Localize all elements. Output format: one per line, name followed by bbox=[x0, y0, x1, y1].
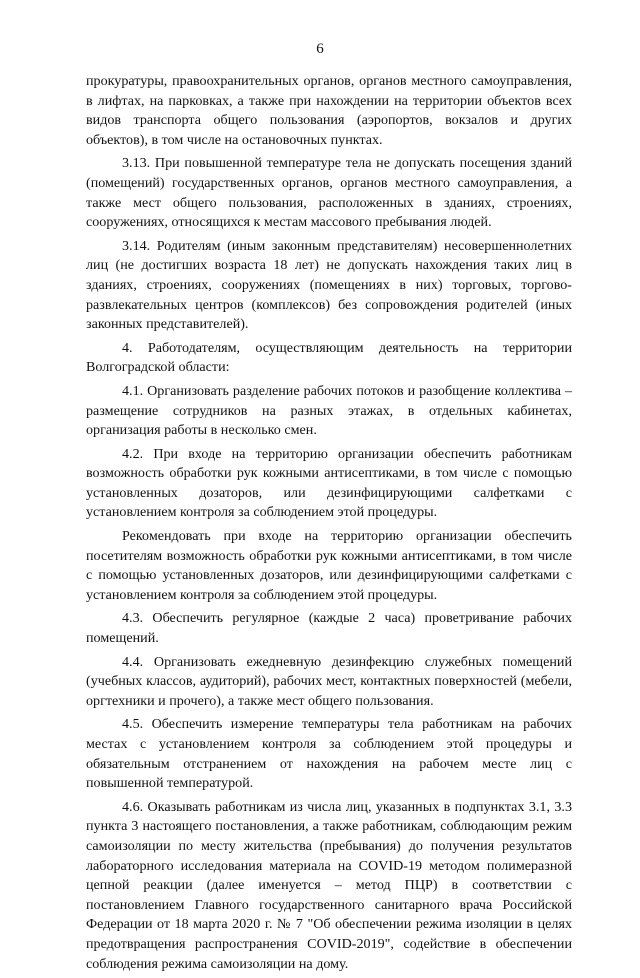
paragraph-4-5: 4.5. Обеспечить измерение температуры тела работникам на рабочих местах с установлением контроля за соблюдением этой процедуры и обязательным отстранением от нахождения на рабочем месте лиц с повышенной температурой. bbox=[86, 716, 572, 792]
paragraph-4-2: 4.2. При входе на территорию организации обеспечить работникам возможность обработки рук кожными антисептиками, в том числе с помощью установленных дозаторов, или дезинфицирующими салфетками с установлением контроля за соблюдением этой процедуры. bbox=[86, 445, 572, 521]
paragraph-continuation: прокуратуры, правоохранительных органов, органов местного самоуправления, в лифтах, на парковках, а также при нахождении на территории объектов всех видов транспорта общего пользования (аэропортов, вокзалов и других объектов), в том числе на остановочных пунктах. bbox=[86, 73, 572, 148]
paragraph-4-6: 4.6. Оказывать работникам из числа лиц, указанных в подпунктах 3.1, 3.3 пункта 3 настоящего постановления, а также работникам, соблюдающим режим самоизоляции по месту жительства (пребывания) до получения результатов лабораторного исследования материала на COVID-19 методом полимеразной цепной реакции (далее именуется – метод ПЦР) в соответствии с постановлением Главного государственного санитарного врача Российской Федерации от 18 марта 2020 г. № 7 "Об обеспечении режима изоляции в целях предотвращения распространения COVID-2019", содействие в обеспечении соблюдения режима самоизоляции на дому. bbox=[86, 798, 572, 972]
paragraph-4-2-recommendation: Рекомендовать при входе на территорию организации обеспечить посетителям возможность обработки рук кожными антисептиками, в том числе с помощью установленных дозаторов, или дезинфицирующими салфетками с установлением контроля за соблюдением этой процедуры. bbox=[86, 528, 572, 603]
paragraph-4-3: 4.3. Обеспечить регулярное (каждые 2 часа) проветривание рабочих помещений. bbox=[86, 610, 572, 647]
document-body bbox=[86, 72, 572, 978]
paragraph-4-4: 4.4. Организовать ежедневную дезинфекцию служебных помещений (учебных классов, аудиторий), рабочих мест, контактных поверхностей (мебели, оргтехники и прочего), а также мест общего пользования. bbox=[86, 653, 572, 709]
paragraph-3-13: 3.13. При повышенной температуре тела не допускать посещения зданий (помещений) государственных органов, органов местного самоуправления, а также мест общего пользования, расположенных в зданиях, строениях, сооружениях, относящихся к местам массового пребывания людей. bbox=[86, 155, 572, 231]
paragraph-4: 4. Работодателям, осуществляющим деятельность на территории Волгоградской области: bbox=[86, 339, 572, 376]
paragraph-3-14: 3.14. Родителям (иным законным представителям) несовершеннолетних лиц (не достигших возраста 18 лет) не допускать нахождения таких лиц в зданиях, строениях, сооружениях (помещениях в них) торговых, торгово-развлекательных центров (комплексов) без сопровождения родителей (иных законных представителей). bbox=[86, 237, 572, 333]
page-number: 6 bbox=[316, 41, 324, 57]
paragraph-4-1: 4.1. Организовать разделение рабочих потоков и разобщение коллектива – размещение сотрудников на разных этажах, в отдельных кабинетах, организация работы в несколько смен. bbox=[86, 382, 572, 439]
